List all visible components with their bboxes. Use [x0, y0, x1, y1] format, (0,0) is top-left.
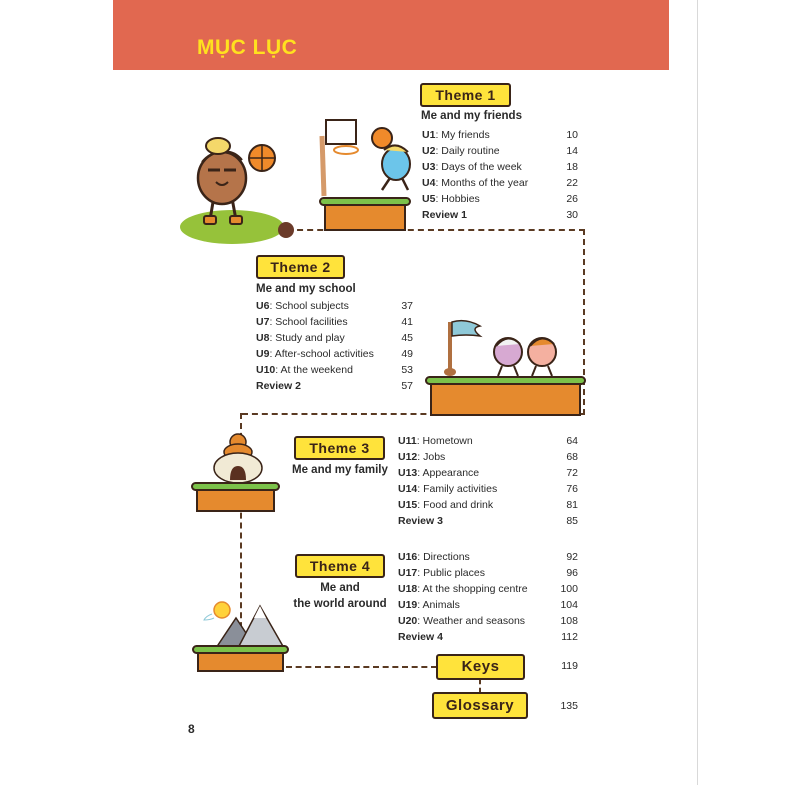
- unit-name: : Days of the week: [435, 161, 522, 173]
- toc-row[interactable]: [422, 143, 578, 159]
- unit-name: : Jobs: [417, 451, 446, 463]
- page-ref: 22: [566, 177, 578, 189]
- toc-row[interactable]: [398, 549, 578, 565]
- page-ref: 18: [566, 161, 578, 173]
- page-ref: 26: [566, 193, 578, 205]
- unit-name: : Hometown: [416, 435, 473, 447]
- unit-code: U19: [398, 599, 418, 611]
- page-title: MỤC LỤC: [197, 36, 298, 59]
- theme1-badge: Theme 1: [420, 83, 511, 107]
- hive-house-illustration: [210, 428, 266, 484]
- toc-row[interactable]: [398, 465, 578, 481]
- page-ref: 76: [566, 483, 578, 495]
- unit-code: U15: [398, 499, 418, 511]
- theme2-title: Me and my school: [256, 283, 356, 295]
- toc-row[interactable]: [422, 175, 578, 191]
- platform-theme1: [319, 197, 411, 231]
- unit-code: U13: [398, 467, 418, 479]
- toc-row[interactable]: [422, 127, 578, 143]
- review-label: Review 1: [422, 209, 467, 221]
- toc-row[interactable]: [398, 497, 578, 513]
- unit-code: U2: [422, 145, 436, 157]
- theme1-title: Me and my friends: [421, 110, 522, 122]
- page-ref: 85: [566, 515, 578, 527]
- mascot-basketball-illustration: [192, 136, 282, 232]
- unit-code: U14: [398, 483, 418, 495]
- page-ref: 45: [401, 332, 413, 344]
- unit-name: : At the weekend: [275, 364, 353, 376]
- page-ref: 92: [566, 551, 578, 563]
- page-ref: 41: [401, 316, 413, 328]
- toc-row[interactable]: [398, 597, 578, 613]
- unit-code: U8: [256, 332, 270, 344]
- toc-row[interactable]: [422, 191, 578, 207]
- toc-row[interactable]: [256, 314, 413, 330]
- mascots-running-illustration: [488, 330, 568, 378]
- unit-code: U12: [398, 451, 418, 463]
- page-ref: 57: [401, 380, 413, 392]
- toc-row[interactable]: [256, 362, 413, 378]
- unit-name: : After-school activities: [269, 348, 374, 360]
- toc-row-review[interactable]: [422, 207, 578, 223]
- page-ref: 49: [401, 348, 413, 360]
- unit-name: : Animals: [417, 599, 460, 611]
- page-ref: 64: [566, 435, 578, 447]
- unit-code: U6: [256, 300, 270, 312]
- unit-name: : At the shopping centre: [417, 583, 528, 595]
- theme4-title-line2: the world around: [293, 598, 387, 610]
- platform-theme2: [425, 376, 586, 416]
- unit-code: U20: [398, 615, 418, 627]
- toc-row[interactable]: [256, 330, 413, 346]
- unit-name: : Directions: [417, 551, 470, 563]
- glossary-badge[interactable]: Glossary: [432, 692, 528, 719]
- unit-name: : Hobbies: [435, 193, 480, 205]
- theme4-badge: Theme 4: [295, 554, 385, 578]
- glossary-page: 135: [560, 700, 578, 712]
- review-label: Review 2: [256, 380, 301, 392]
- page-ref: 30: [566, 209, 578, 221]
- page-ref: 108: [560, 615, 578, 627]
- unit-name: : Appearance: [417, 467, 480, 479]
- page-ref: 96: [566, 567, 578, 579]
- platform-theme4: [192, 645, 289, 672]
- toc-row[interactable]: [398, 449, 578, 465]
- page-ref: 72: [566, 467, 578, 479]
- unit-code: U9: [256, 348, 270, 360]
- toc-row-review[interactable]: [398, 513, 578, 529]
- unit-code: U7: [256, 316, 270, 328]
- unit-code: U4: [422, 177, 436, 189]
- unit-name: : Weather and seasons: [417, 615, 526, 627]
- platform-theme3: [191, 482, 280, 512]
- review-label: Review 3: [398, 515, 443, 527]
- theme3-badge: Theme 3: [294, 436, 385, 460]
- page-ref: 81: [566, 499, 578, 511]
- toc-row[interactable]: [398, 613, 578, 629]
- unit-code: U5: [422, 193, 436, 205]
- toc-row[interactable]: [422, 159, 578, 175]
- page-ref: 104: [560, 599, 578, 611]
- toc-row[interactable]: [398, 433, 578, 449]
- unit-name: : Food and drink: [417, 499, 494, 511]
- mascot-jumping-illustration: [368, 126, 416, 194]
- toc-row[interactable]: [398, 565, 578, 581]
- mountains-sun-illustration: [198, 596, 288, 650]
- page-ref: 10: [566, 129, 578, 141]
- unit-name: : Study and play: [269, 332, 345, 344]
- unit-name: : Daily routine: [435, 145, 500, 157]
- toc-row[interactable]: [256, 346, 413, 362]
- path-line: [286, 666, 437, 668]
- page-ref: 37: [401, 300, 413, 312]
- review-label: Review 4: [398, 631, 443, 643]
- path-line: [479, 679, 481, 693]
- unit-code: U1: [422, 129, 436, 141]
- page-ref: 68: [566, 451, 578, 463]
- theme3-title: Me and my family: [292, 464, 388, 476]
- unit-name: : School subjects: [269, 300, 349, 312]
- page-ref: 112: [561, 631, 578, 643]
- unit-code: U17: [398, 567, 418, 579]
- unit-code: U11: [398, 435, 417, 447]
- unit-name: : School facilities: [269, 316, 348, 328]
- toc-row[interactable]: [256, 298, 413, 314]
- keys-page: 119: [561, 660, 578, 672]
- unit-code: U10: [256, 364, 276, 376]
- hoop-illustration: [316, 116, 362, 198]
- unit-name: : Family activities: [417, 483, 498, 495]
- theme4-title-line1: Me and: [320, 582, 360, 594]
- toc-row[interactable]: [398, 481, 578, 497]
- unit-code: U16: [398, 551, 418, 563]
- unit-code: U18: [398, 583, 418, 595]
- unit-name: : Public places: [417, 567, 485, 579]
- page-ref: 100: [560, 583, 578, 595]
- page-number: 8: [188, 722, 195, 736]
- toc-row-review[interactable]: [256, 378, 413, 394]
- page-ref: 14: [566, 145, 578, 157]
- toc-row-review[interactable]: [398, 629, 578, 645]
- header-banner: [113, 0, 669, 70]
- unit-name: : Months of the year: [435, 177, 529, 189]
- toc-row[interactable]: [398, 581, 578, 597]
- keys-badge[interactable]: Keys: [436, 654, 525, 680]
- flag-illustration: [440, 316, 486, 378]
- page-ref: 53: [401, 364, 413, 376]
- theme2-badge: Theme 2: [256, 255, 345, 279]
- unit-name: : My friends: [435, 129, 490, 141]
- page-edge: [697, 0, 698, 785]
- unit-code: U3: [422, 161, 436, 173]
